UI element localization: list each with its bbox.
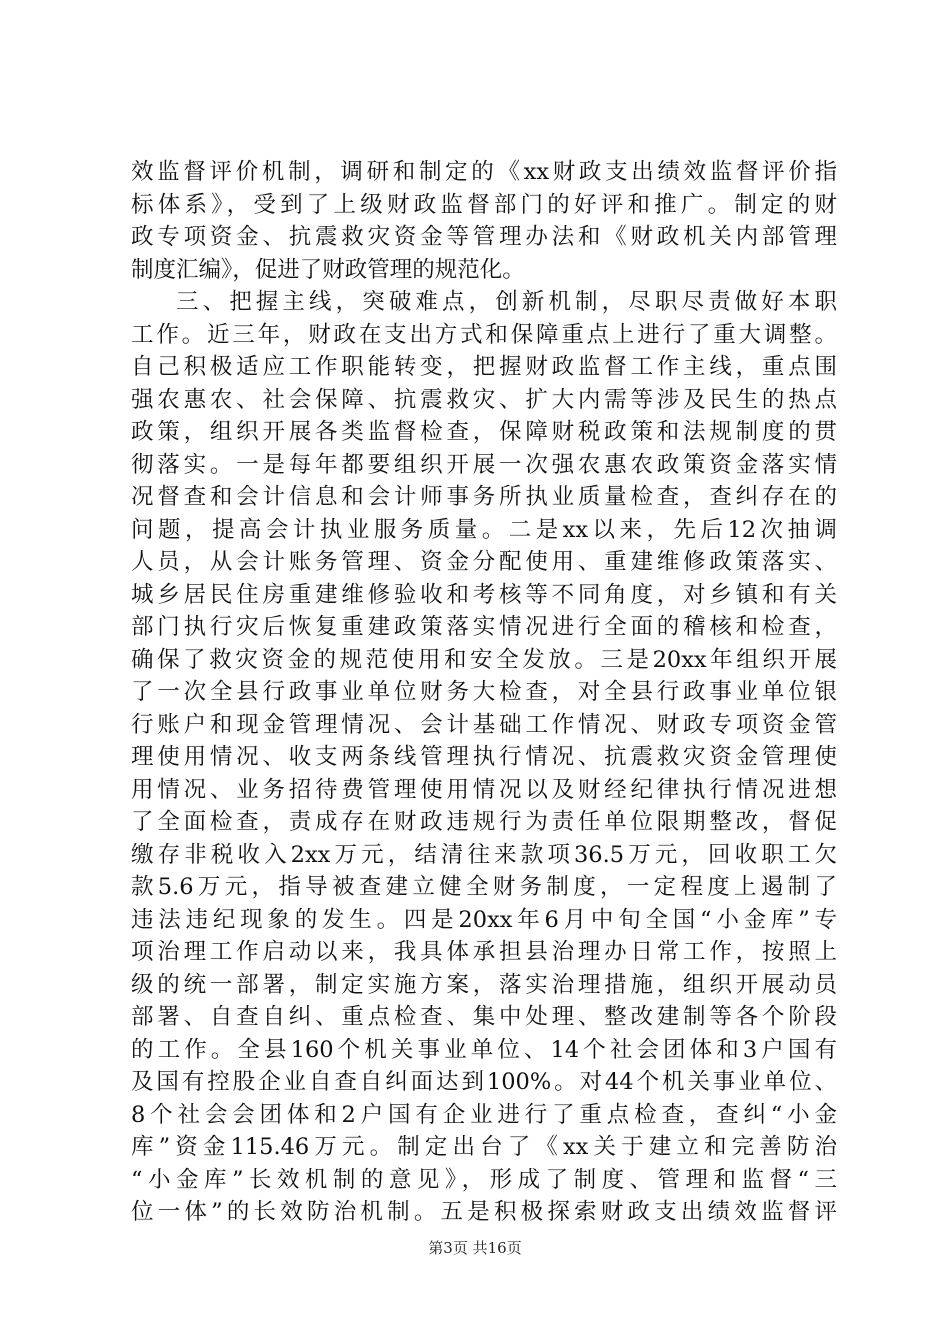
- text-line: “小金库”长效机制的意见》，形成了制度、管理和监督“三: [131, 1166, 837, 1193]
- text-line: 问题，提高会计执业服务质量。二是xx以来，先后12次抽调: [131, 516, 837, 543]
- text-line: 8个社会会团体和2户国有企业进行了重点检查，查纠“小金: [131, 1101, 837, 1128]
- text-line: 确保了救灾资金的规范使用和安全发放。三是20xx年组织开展: [131, 646, 837, 673]
- text-line: 城乡居民住房重建维修验收和考核等不同角度，对乡镇和有关: [131, 581, 837, 608]
- text-line: 行账户和现金管理情况、会计基础工作情况、财政专项资金管: [131, 711, 837, 738]
- text-line: 工作。近三年，财政在支出方式和保障重点上进行了重大调整。: [131, 321, 837, 348]
- text-line: 部门执行灾后恢复重建政策落实情况进行全面的稽核和检查，: [131, 614, 837, 640]
- page-footer: [0, 1238, 950, 1258]
- text-line: 理使用情况、收支两条线管理执行情况、抗震救灾资金管理使: [131, 744, 837, 770]
- text-line: 违法违纪现象的发生。四是20xx年6月中旬全国“小金库”专: [131, 906, 837, 933]
- text-line: 三、把握主线，突破难点，创新机制，尽职尽责做好本职: [176, 289, 837, 315]
- text-line: 况督查和会计信息和会计师事务所执业质量检查，查纠存在的: [131, 484, 837, 510]
- text-line: 的工作。全县160个机关事业单位、14个社会团体和3户国有: [131, 1036, 837, 1063]
- text-line: 政策，组织开展各类监督检查，保障财税政策和法规制度的贯: [131, 419, 837, 445]
- text-line: 了一次全县行政事业单位财务大检查，对全县行政事业单位银: [131, 679, 837, 705]
- text-line: 库”资金115.46万元。制定出台了《xx关于建立和完善防治: [131, 1134, 837, 1160]
- text-line: 自己积极适应工作职能转变，把握财政监督工作主线，重点围: [131, 354, 837, 380]
- text-line: 部署、自查自纠、重点检查、集中处理、整改建制等各个阶段: [131, 1004, 837, 1030]
- text-line: 标体系》，受到了上级财政监督部门的好评和推广。制定的财: [131, 191, 837, 218]
- text-line: 制度汇编》，促进了财政管理的规范化。: [131, 256, 525, 283]
- text-line: 缴存非税收入2xx万元，结清往来款项36.5万元，回收职工欠: [131, 841, 837, 868]
- text-line: 人员，从会计账务管理、资金分配使用、重建维修政策落实、: [131, 549, 837, 575]
- text-line: 效监督评价机制，调研和制定的《xx财政支出绩效监督评价指: [131, 159, 837, 185]
- text-line: 了全面检查，责成存在财政违规行为责任单位限期整改，督促: [131, 809, 837, 835]
- text-line: 政专项资金、抗震救灾资金等管理办法和《财政机关内部管理: [131, 224, 837, 250]
- page-number-label: 第3页 共16页: [428, 1239, 522, 1257]
- text-line: 及国有控股企业自查自纠面达到100%。对44个机关事业单位、: [131, 1069, 837, 1095]
- text-line: 级的统一部署，制定实施方案，落实治理措施，组织开展动员: [131, 971, 837, 998]
- text-line: 彻落实。一是每年都要组织开展一次强农惠农政策资金落实情: [131, 451, 837, 478]
- document-body: [131, 156, 837, 1229]
- text-line: 用情况、业务招待费管理使用情况以及财经纪律执行情况进想: [131, 776, 837, 803]
- text-line: 款5.6万元，指导被查建立健全财务制度，一定程度上遏制了: [131, 874, 837, 900]
- text-line: 项治理工作启动以来，我具体承担县治理办日常工作，按照上: [131, 939, 837, 965]
- text-line: 强农惠农、社会保障、抗震救灾、扩大内需等涉及民生的热点: [131, 386, 837, 413]
- text-line: 位一体”的长效防治机制。五是积极探索财政支出绩效监督评: [131, 1199, 837, 1225]
